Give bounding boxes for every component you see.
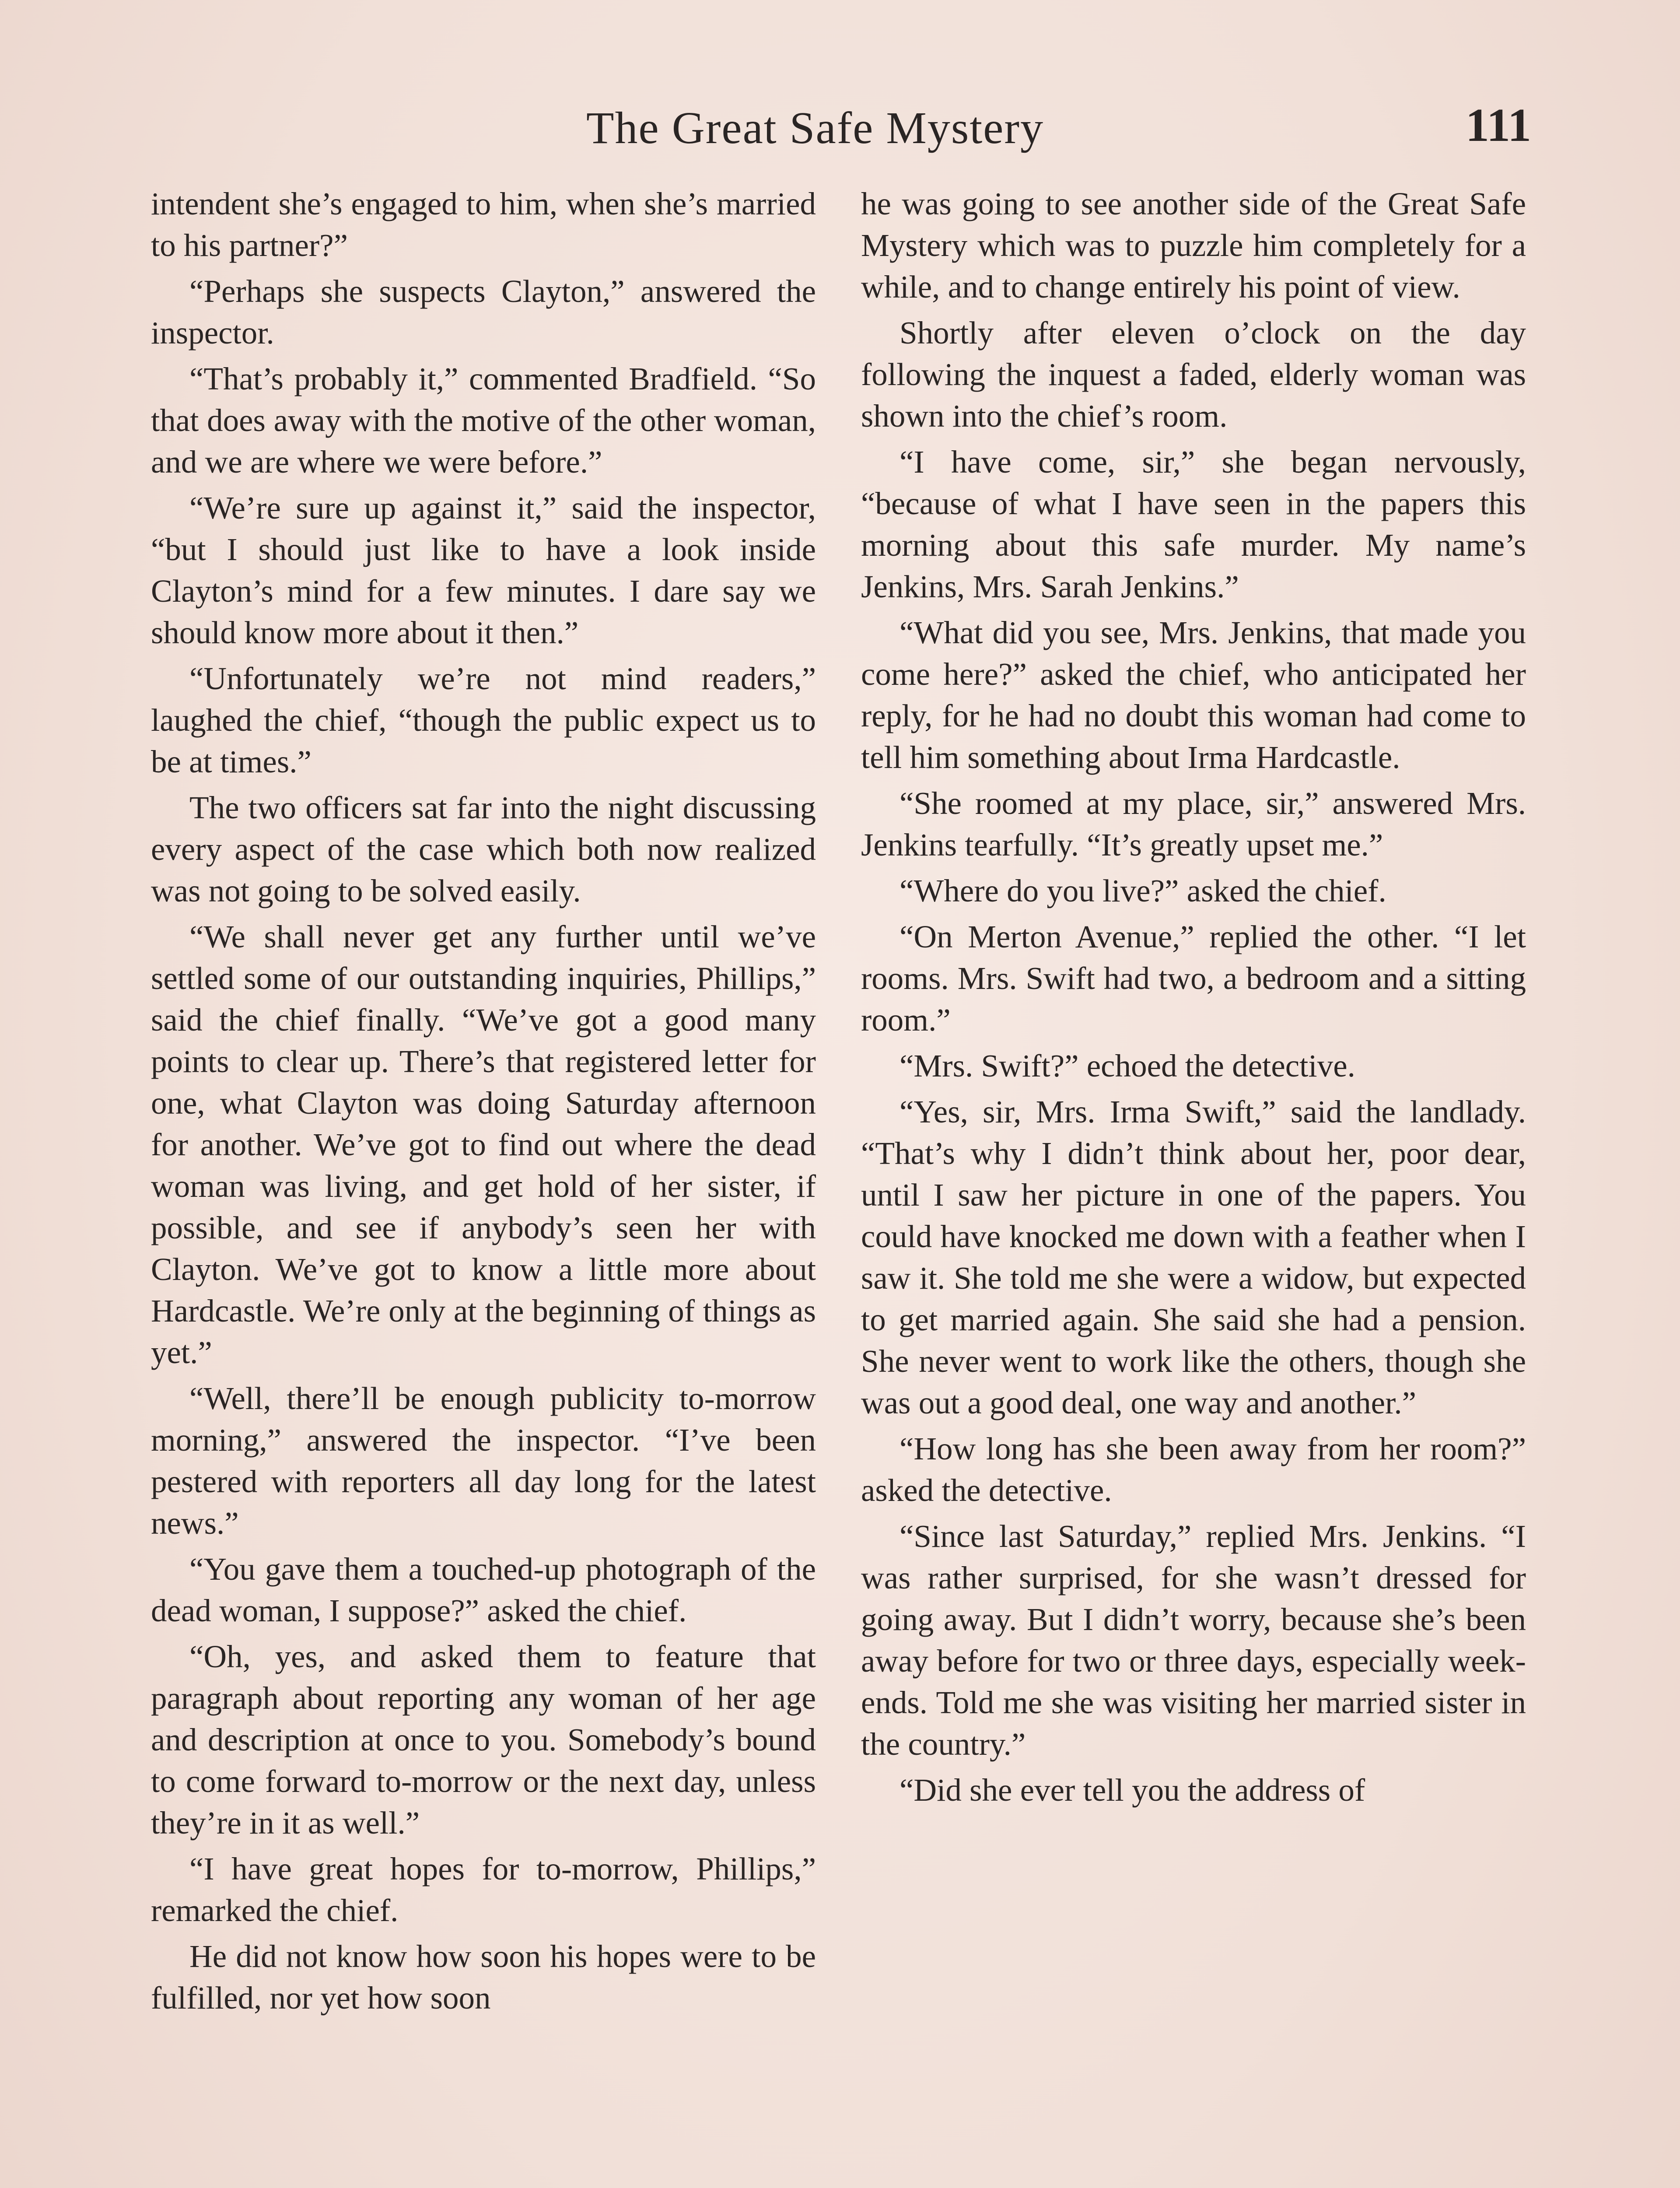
paragraph: “Mrs. Swift?” echoed the detective. (900, 1048, 1355, 1083)
paragraph: he was going to see another side of the Great Safe Mystery which was to puzzle him completely for a while, and to change entirely his point of view. (861, 186, 1526, 305)
paragraph: Shortly after eleven o’clock on the day following the inquest a faded, elderly woman was shown into the chief’s room. (861, 315, 1526, 434)
page-number: 111 (1465, 99, 1531, 151)
paragraph: “Unfortunately we’re not mind readers,” laughed the chief, “though the public expect us to be at times.” (151, 661, 816, 779)
paragraph: “Yes, sir, Mrs. Irma Swift,” said the landlady. “That’s why I didn’t think about her, poor dear, until I saw her picture in one of the papers. You could have knocked me down with a feather when I saw it. She told me she were a widow, but expected to get married again. She said she had a pension. She never went to work like the others, though she was out a good deal, one way and another.” (861, 1094, 1526, 1420)
paragraph: intendent she’s engaged to him, when she’s married to his partner?” (151, 186, 816, 263)
paragraph: “We’re sure up against it,” said the inspector, “but I should just like to have a look inside Clayton’s mind for a few minutes. I dare say we should know more about it then.” (151, 490, 816, 650)
paragraph: “Where do you live?” asked the chief. (900, 873, 1386, 908)
paragraph: “You gave them a touched-up photograph of the dead woman, I suppose?” asked the chief. (151, 1551, 816, 1628)
paragraph: “Oh, yes, and asked them to feature that paragraph about reporting any woman of her age and description at once to you. Somebody’s bound to come forward to-morrow or the next day, unless they’re in it as well.” (151, 1639, 816, 1841)
paragraph: “We shall never get any further until we’ve settled some of our outstanding inquiries, Phillips,” said the chief finally. “We’ve got a good many points to clear up. There’s that registered letter for one, what Clayton was doing Saturday afternoon for another. We’ve got to find out where the dead woman was living, and get hold of her sister, if possible, and see if anybody’s seen her with Clayton. We’ve got to know a little more about Hardcastle. We’re only at the beginning of things as yet.” (151, 919, 816, 1370)
paragraph: “I have great hopes for to-morrow, Phillips,” remarked the chief. (151, 1851, 816, 1928)
paragraph: “Did she ever tell you the address of (900, 1772, 1365, 1808)
paragraph: The two officers sat far into the night discussing every aspect of the case which both now realized was not going to be solved easily. (151, 790, 816, 908)
right-column (861, 183, 1526, 1815)
paragraph: “What did you see, Mrs. Jenkins, that made you come here?” asked the chief, who anticipated her reply, for he had no doubt this woman had come to tell him something about Irma Hardcastle. (861, 615, 1526, 775)
paragraph: “On Merton Avenue,” replied the other. “I let rooms. Mrs. Swift had two, a bedroom and a sitting room.” (861, 919, 1526, 1038)
paragraph: “She roomed at my place, sir,” answered Mrs. Jenkins tearfully. “It’s greatly upset me.” (861, 785, 1526, 863)
paragraph: He did not know how soon his hopes were to be fulfilled, nor yet how soon (151, 1939, 816, 2016)
running-title: The Great Safe Mystery (586, 103, 1044, 153)
left-column (151, 183, 816, 2023)
paragraph: “Well, there’ll be enough publicity to-morrow morning,” answered the inspector. “I’ve been pestered with reporters all day long for the latest news.” (151, 1381, 816, 1541)
paragraph: “That’s probably it,” commented Bradfield. “So that does away with the motive of the other woman, and we are where we were before.” (151, 361, 816, 480)
paragraph: “I have come, sir,” she began nervously, “because of what I have seen in the papers this morning about this safe murder. My name’s Jenkins, Mrs. Sarah Jenkins.” (861, 444, 1526, 604)
paragraph: “How long has she been away from her room?” asked the detective. (861, 1431, 1526, 1508)
paragraph: “Since last Saturday,” replied Mrs. Jenkins. “I was rather surprised, for she wasn’t dressed for going away. But I didn’t worry, because she’s been away before for two or three days, especially week-ends. Told me she was visiting her married sister in the country.” (861, 1518, 1526, 1762)
paragraph: “Perhaps she suspects Clayton,” answered the inspector. (151, 274, 816, 351)
